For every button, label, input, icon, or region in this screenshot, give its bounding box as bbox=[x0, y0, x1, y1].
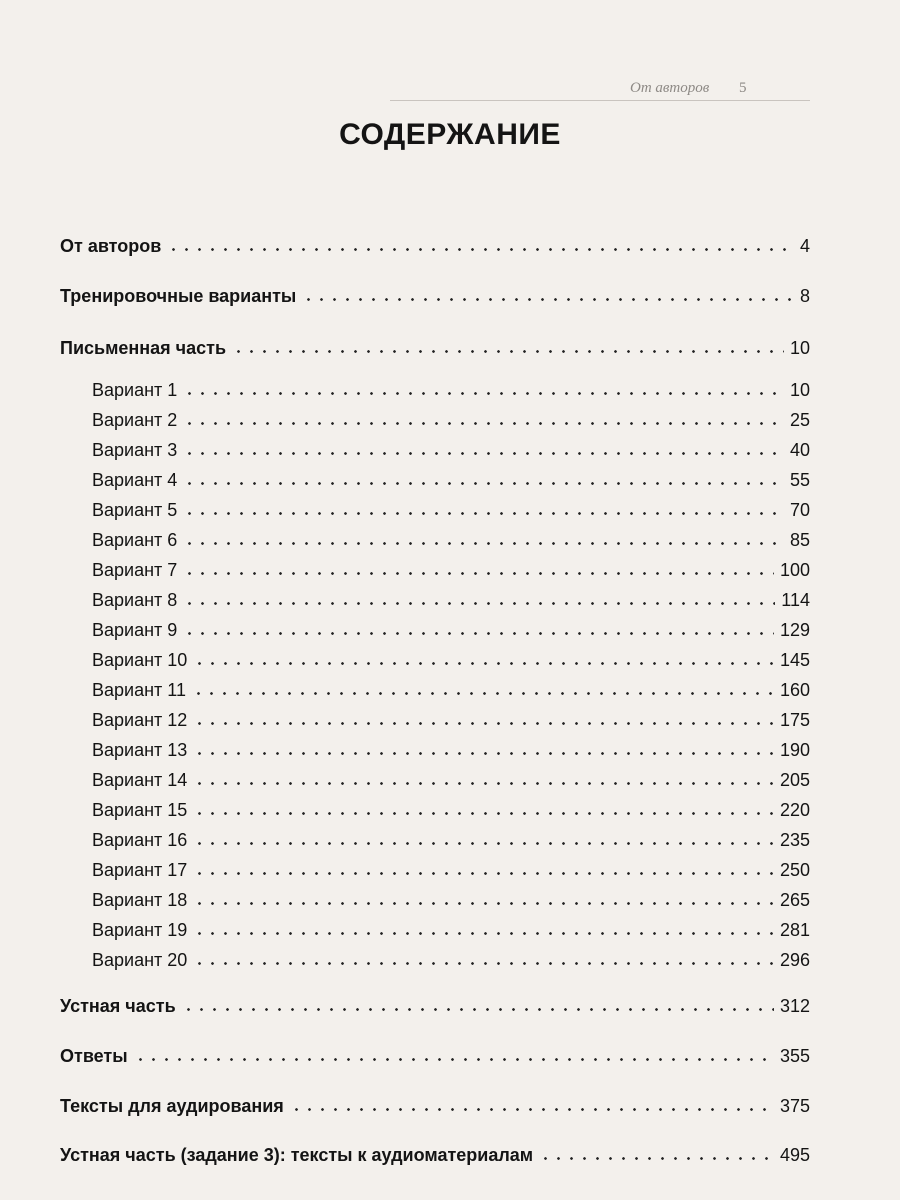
page-title: СОДЕРЖАНИЕ bbox=[339, 118, 561, 151]
toc-variant-row bbox=[92, 637, 810, 671]
toc-variant-row bbox=[92, 937, 810, 971]
toc-dot-leader bbox=[193, 842, 774, 845]
toc-entry-label: Вариант 1 bbox=[92, 380, 178, 400]
toc-dot-leader bbox=[183, 572, 774, 575]
toc-page-number: 190 bbox=[779, 740, 810, 760]
header-rule bbox=[390, 100, 810, 101]
toc-page-number: 4 bbox=[799, 236, 810, 256]
header-page-number: 5 bbox=[739, 80, 747, 96]
toc-entry-label: Вариант 19 bbox=[92, 920, 188, 940]
toc-page-number: 85 bbox=[789, 530, 810, 550]
toc-entry-label: Вариант 5 bbox=[92, 500, 178, 520]
toc-dot-leader bbox=[183, 542, 784, 545]
toc-variant-row bbox=[92, 607, 810, 641]
toc-page-number: 160 bbox=[779, 680, 810, 700]
toc-variant-row bbox=[92, 487, 810, 521]
toc-entry-label: Вариант 10 bbox=[92, 650, 188, 670]
toc-dot-leader bbox=[183, 602, 775, 605]
toc-dot-leader bbox=[183, 422, 784, 425]
toc-page-number: 70 bbox=[789, 500, 810, 520]
toc-page-number: 8 bbox=[799, 286, 810, 306]
toc-entry-label: Вариант 17 bbox=[92, 860, 188, 880]
toc-dot-leader bbox=[193, 782, 774, 785]
toc-variant-row bbox=[92, 697, 810, 731]
toc-dot-leader bbox=[192, 692, 774, 695]
toc-section-row bbox=[60, 1083, 810, 1117]
toc-section-row bbox=[60, 325, 810, 359]
toc-dot-leader bbox=[183, 392, 784, 395]
toc-dot-leader bbox=[183, 632, 774, 635]
toc-dot-leader bbox=[183, 512, 784, 515]
toc-entry-label: Тексты для аудирования bbox=[60, 1096, 284, 1116]
toc-page-number: 375 bbox=[779, 1096, 810, 1116]
toc-variant-row bbox=[92, 457, 810, 491]
toc-page-number: 145 bbox=[779, 650, 810, 670]
toc-entry-label: Вариант 8 bbox=[92, 590, 178, 610]
toc-variant-row bbox=[92, 877, 810, 911]
toc-page-number: 129 bbox=[779, 620, 810, 640]
toc-entry-label: Вариант 11 bbox=[92, 680, 186, 700]
toc-variant-row bbox=[92, 577, 810, 611]
toc-section-row bbox=[60, 223, 810, 257]
toc-entry-label: Вариант 14 bbox=[92, 770, 188, 790]
toc-entry-label: Вариант 12 bbox=[92, 710, 188, 730]
toc-section-row bbox=[60, 273, 810, 307]
toc-dot-leader bbox=[290, 1108, 774, 1111]
toc-page-number: 25 bbox=[789, 410, 810, 430]
toc-entry-label: Вариант 3 bbox=[92, 440, 178, 460]
toc-dot-leader bbox=[183, 452, 784, 455]
toc-entry-label: Вариант 15 bbox=[92, 800, 188, 820]
toc-entry-label: От авторов bbox=[60, 236, 162, 256]
toc-variant-row bbox=[92, 667, 810, 701]
running-title: От авторов bbox=[630, 80, 710, 96]
toc-variant-row bbox=[92, 757, 810, 791]
running-header bbox=[630, 80, 747, 97]
toc-variant-row bbox=[92, 847, 810, 881]
toc-variant-row bbox=[92, 817, 810, 851]
toc-page-number: 296 bbox=[779, 950, 810, 970]
toc-entry-label: Устная часть bbox=[60, 996, 176, 1016]
toc-dot-leader bbox=[193, 902, 774, 905]
toc-variant-row bbox=[92, 907, 810, 941]
toc-variant-row bbox=[92, 397, 810, 431]
toc-dot-leader bbox=[167, 248, 794, 251]
toc-entry-label: Тренировочные варианты bbox=[60, 286, 297, 306]
toc-section-row bbox=[60, 983, 810, 1017]
toc-entry-label: Вариант 9 bbox=[92, 620, 178, 640]
toc-variant-row bbox=[92, 547, 810, 581]
toc-page-number: 355 bbox=[779, 1046, 810, 1066]
toc-dot-leader bbox=[193, 812, 774, 815]
toc-dot-leader bbox=[193, 662, 774, 665]
toc-page-number: 114 bbox=[781, 590, 810, 610]
toc-entry-label: Вариант 4 bbox=[92, 470, 178, 490]
toc-page-number: 495 bbox=[779, 1145, 810, 1165]
toc-dot-leader bbox=[232, 350, 784, 353]
toc-page-number: 40 bbox=[789, 440, 810, 460]
toc-page-number: 10 bbox=[789, 380, 810, 400]
toc-variant-row bbox=[92, 517, 810, 551]
toc-entry-label: Вариант 16 bbox=[92, 830, 188, 850]
toc-entry-label: Вариант 6 bbox=[92, 530, 178, 550]
toc-page-number: 235 bbox=[779, 830, 810, 850]
toc-variant-row bbox=[92, 367, 810, 401]
toc-entry-label: Вариант 20 bbox=[92, 950, 188, 970]
toc-variant-row bbox=[92, 787, 810, 821]
toc-dot-leader bbox=[183, 482, 784, 485]
toc-entry-label: Вариант 13 bbox=[92, 740, 188, 760]
toc-page-number: 175 bbox=[779, 710, 810, 730]
toc-entry-label: Письменная часть bbox=[60, 338, 227, 358]
toc-entry-label: Вариант 7 bbox=[92, 560, 178, 580]
toc-dot-leader bbox=[302, 298, 794, 301]
toc-page-number: 265 bbox=[779, 890, 810, 910]
toc-dot-leader bbox=[193, 932, 774, 935]
toc-page-number: 250 bbox=[779, 860, 810, 880]
toc-dot-leader bbox=[193, 872, 774, 875]
toc-entry-label: Вариант 18 bbox=[92, 890, 188, 910]
toc-page-number: 281 bbox=[779, 920, 810, 940]
toc-variant-row bbox=[92, 427, 810, 461]
toc-dot-leader bbox=[182, 1008, 774, 1011]
toc-entry-label: Устная часть (задание 3): тексты к аудиоматериалам bbox=[60, 1145, 534, 1165]
toc-section-row bbox=[60, 1132, 810, 1166]
toc-page-number: 100 bbox=[779, 560, 810, 580]
toc-page-number: 220 bbox=[779, 800, 810, 820]
toc-section-row bbox=[60, 1033, 810, 1067]
toc-page-number: 55 bbox=[789, 470, 810, 490]
toc-page-number: 312 bbox=[779, 996, 810, 1016]
toc-dot-leader bbox=[193, 722, 774, 725]
toc-dot-leader bbox=[134, 1058, 774, 1061]
toc-page-number: 10 bbox=[789, 338, 810, 358]
toc-page-number: 205 bbox=[779, 770, 810, 790]
toc-variant-row bbox=[92, 727, 810, 761]
toc-dot-leader bbox=[193, 752, 774, 755]
toc-dot-leader bbox=[539, 1157, 774, 1160]
toc-dot-leader bbox=[193, 962, 774, 965]
toc-entry-label: Вариант 2 bbox=[92, 410, 178, 430]
toc-entry-label: Ответы bbox=[60, 1046, 128, 1066]
